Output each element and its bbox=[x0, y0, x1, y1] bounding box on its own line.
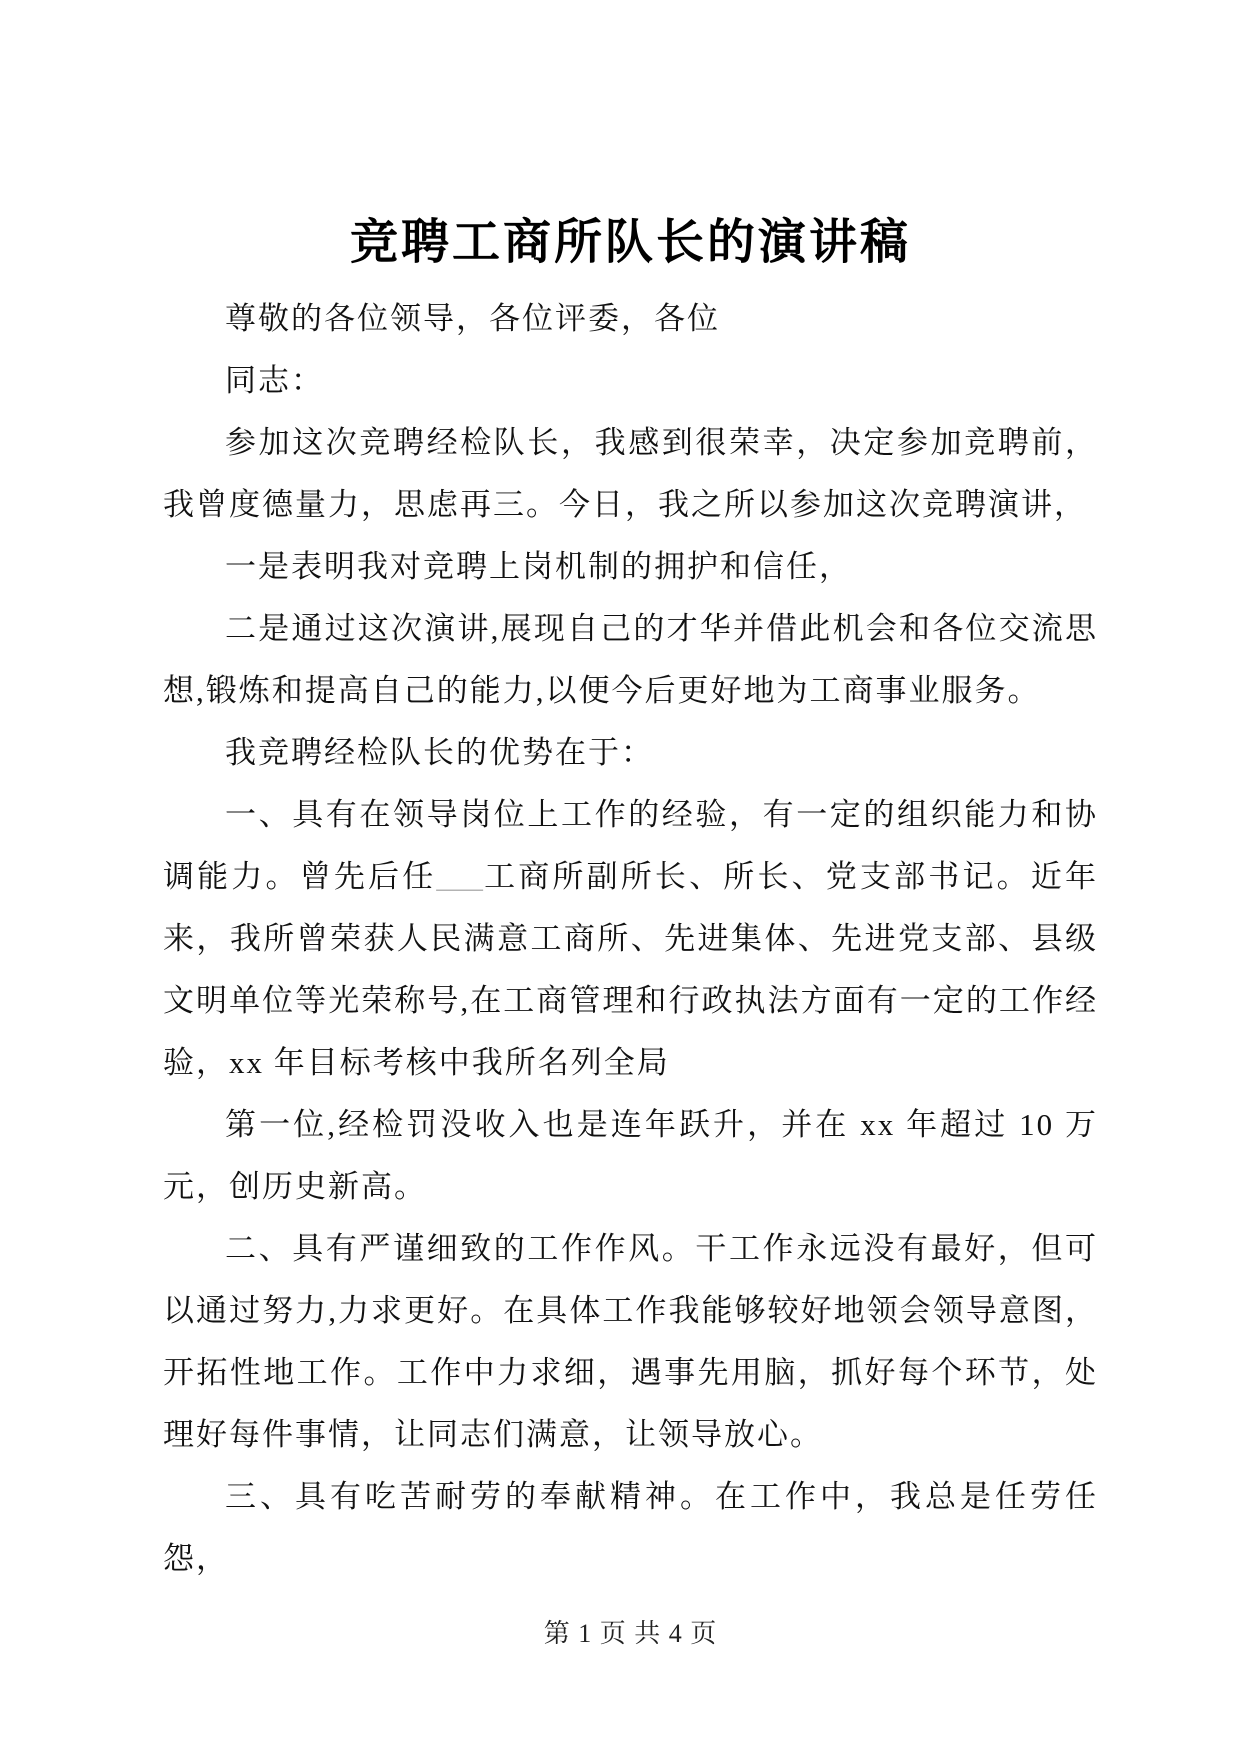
advantage-one-pre: 一、具有在领导岗位上工作的经验，有一定的组织能力和协调能力。曾先后任 bbox=[163, 797, 1098, 894]
paragraph-intro: 参加这次竞聘经检队长，我感到很荣幸，决定参加竞聘前，我曾度德量力，思虑再三。今日，我之所以参加这次竞聘演讲， bbox=[163, 425, 1098, 522]
paragraph-advantages-lead: 我竞聘经检队长的优势在于： bbox=[225, 735, 654, 770]
page-footer: 第 1 页 共 4 页 bbox=[543, 1619, 718, 1648]
document-body bbox=[163, 288, 1098, 1590]
paragraph-advantage-one bbox=[163, 784, 1098, 1094]
paragraph-advantage-one-cont: 第一位,经检罚没收入也是连年跃升，并在 xx 年超过 10 万元，创历史新高。 bbox=[163, 1107, 1098, 1204]
document-title: 竞聘工商所队长的演讲稿 bbox=[349, 216, 911, 269]
paragraph-greeting: 尊敬的各位领导，各位评委，各位 bbox=[225, 301, 720, 336]
advantage-one-post: 工商所副所长、所长、党支部书记。近年来，我所曾荣获人民满意工商所、先进集体、先进党支部、县级文明单位等光荣称号,在工商管理和行政执法方面有一定的工作经验，xx 年目标考核中我所名列全局 bbox=[163, 859, 1099, 1080]
paragraph-salutation: 同志： bbox=[225, 363, 324, 398]
paragraph-advantage-two: 二、具有严谨细致的工作作风。干工作永远没有最好，但可以通过努力,力求更好。在具体工作我能够较好地领会领导意图，开拓性地工作。工作中力求细，遇事先用脑，抓好每个环节，处理好每件事情，让同志们满意，让领导放心。 bbox=[163, 1231, 1098, 1452]
paragraph-advantage-three: 三、具有吃苦耐劳的奉献精神。在工作中，我总是任劳任怨， bbox=[163, 1479, 1098, 1576]
document-content bbox=[163, 0, 1098, 1590]
paragraph-reason-one: 一是表明我对竞聘上岗机制的拥护和信任， bbox=[225, 549, 852, 584]
blank-underline: ___ bbox=[436, 859, 483, 894]
paragraph-reason-two: 二是通过这次演讲,展现自己的才华并借此机会和各位交流思想,锻炼和提高自己的能力,以便今后更好地为工商事业服务。 bbox=[163, 611, 1098, 708]
